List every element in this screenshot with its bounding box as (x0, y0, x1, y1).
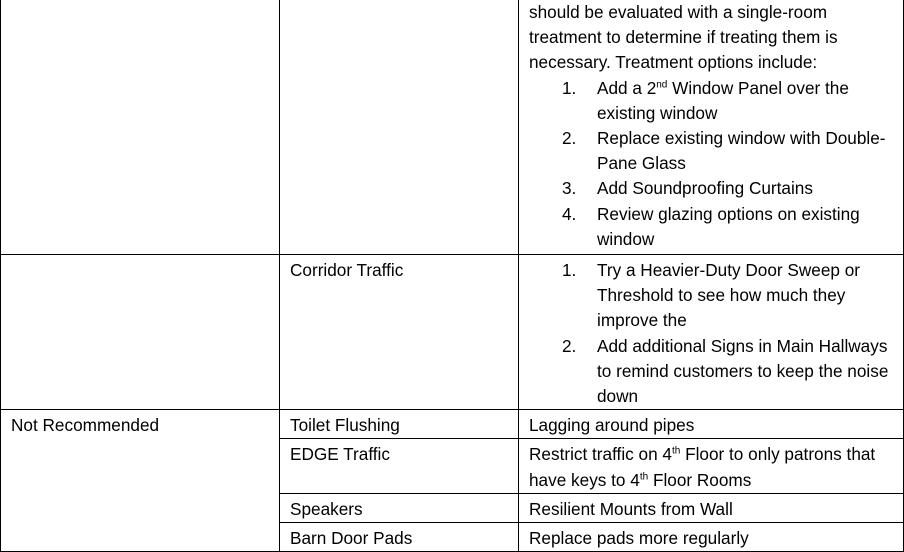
solution-cell (519, 410, 904, 439)
solution-text: Replace pads more regularly (529, 528, 749, 549)
intro-line: necessary. Treatment options include: (529, 52, 818, 73)
solution-cell (519, 439, 904, 493)
solution-text: Restrict traffic on 4th Floor to only patrons that have keys to 4th Floor Rooms (529, 444, 876, 490)
solution-cell (519, 493, 904, 522)
source-label: Corridor Traffic (290, 260, 404, 280)
treatment-options-list (529, 76, 893, 252)
source-cell (280, 0, 519, 255)
category-label: Not Recommended (11, 415, 160, 436)
list-item: 3. Add Soundproofing Curtains (562, 178, 813, 199)
list-item: 2. Replace existing window with Double-Pane Glass (562, 128, 886, 174)
list-item: 4. Review glazing options on existing window (562, 203, 860, 249)
source-label: Barn Door Pads (290, 528, 413, 549)
intro-line: should be evaluated with a single-room (529, 2, 828, 22)
source-cell (280, 523, 519, 552)
list-item: 2. Add additional Signs in Main Hallways to remind customers to keep the noise down (562, 335, 889, 407)
category-cell (1, 0, 280, 255)
list-item: 1. Try a Heavier-Duty Door Sweep or Threshold to see how much they improve the (562, 260, 860, 331)
intro-line: treatment to determine if treating them is (529, 27, 838, 48)
solution-cell (519, 255, 904, 410)
table-row (1, 0, 904, 255)
solution-cell (519, 0, 904, 255)
table-row (1, 255, 904, 410)
solution-text: Lagging around pipes (529, 415, 695, 436)
category-cell (1, 255, 280, 410)
solution-cell (519, 523, 904, 552)
corridor-options-list (529, 258, 893, 409)
source-label: Speakers (290, 498, 363, 519)
solution-text: Resilient Mounts from Wall (529, 498, 733, 519)
list-item: 1. Add a 2nd Window Panel over the existing window (562, 77, 849, 123)
source-label: EDGE Traffic (290, 444, 390, 465)
source-cell (280, 493, 519, 522)
source-cell (280, 410, 519, 439)
table-row (1, 410, 904, 439)
category-cell (1, 410, 280, 552)
source-cell (280, 255, 519, 410)
source-label: Toilet Flushing (290, 415, 400, 436)
source-cell (280, 439, 519, 493)
